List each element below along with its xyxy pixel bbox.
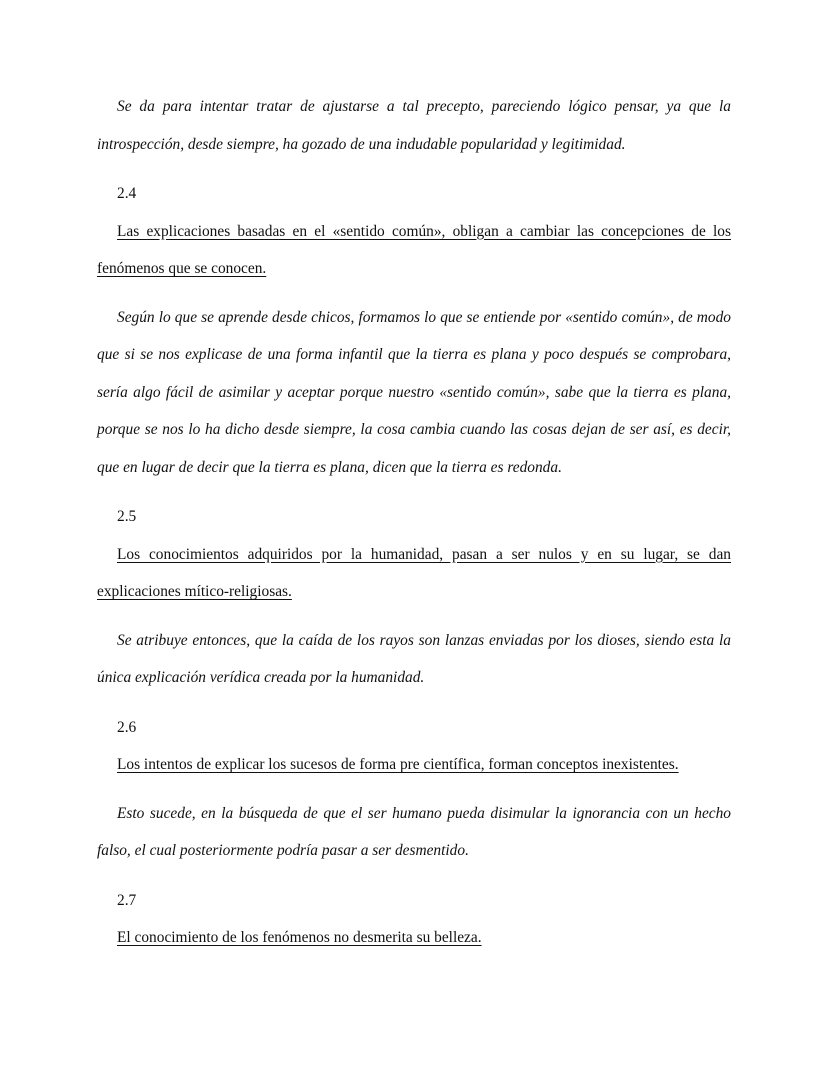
paragraph-ignorancia: Esto sucede, en la búsqueda de que el ser humano pueda disimular la ignorancia con un hecho falso, el cual posteriormente podría pasar a ser desmentido. (97, 804, 731, 859)
section-heading-2-5: Los conocimientos adquiridos por la humanidad, pasan a ser nulos y en su lugar, se dan explicaciones mítico-religiosas. (97, 545, 731, 600)
section-heading-2-7: El conocimiento de los fenómenos no desmerita su belleza. (117, 929, 482, 946)
paragraph-rayos: Se atribuye entonces, que la caída de los rayos son lanzas enviadas por los dioses, siendo esta la única explicación verídica creada por la humanidad. (97, 631, 731, 686)
section-number-2-4: 2.4 (117, 185, 137, 202)
section-heading-2-4: Las explicaciones basadas en el «sentido común», obligan a cambiar las concepciones de los fenómenos que se conocen. (97, 222, 731, 277)
section-number-2-6: 2.6 (117, 718, 137, 736)
document-body (97, 88, 731, 957)
section-number-2-5: 2.5 (117, 508, 137, 525)
section-heading-2-6: Los intentos de explicar los sucesos de forma pre científica, forman conceptos inexistentes. (117, 756, 679, 773)
section-number-2-7: 2.7 (117, 891, 137, 909)
paragraph-introspection: Se da para intentar tratar de ajustarse a tal precepto, pareciendo lógico pensar, ya que la introspección, desde siempre, ha gozado de una indudable popularidad y legitimidad. (97, 98, 731, 153)
paragraph-sentido-comun: Según lo que se aprende desde chicos, formamos lo que se entiende por «sentido común», de modo que si se nos explicase de una forma infantil que la tierra es plana y poco después se comprobara, sería algo fácil de asimilar y aceptar porque nuestro «sentido común», sabe que la tierra es plana, porque se nos lo ha dicho desde siempre, la cosa cambia cuando las cosas dejan de ser así, es decir, que en lugar de decir que la tierra es plana, dicen que la tierra es redonda. (97, 308, 731, 476)
